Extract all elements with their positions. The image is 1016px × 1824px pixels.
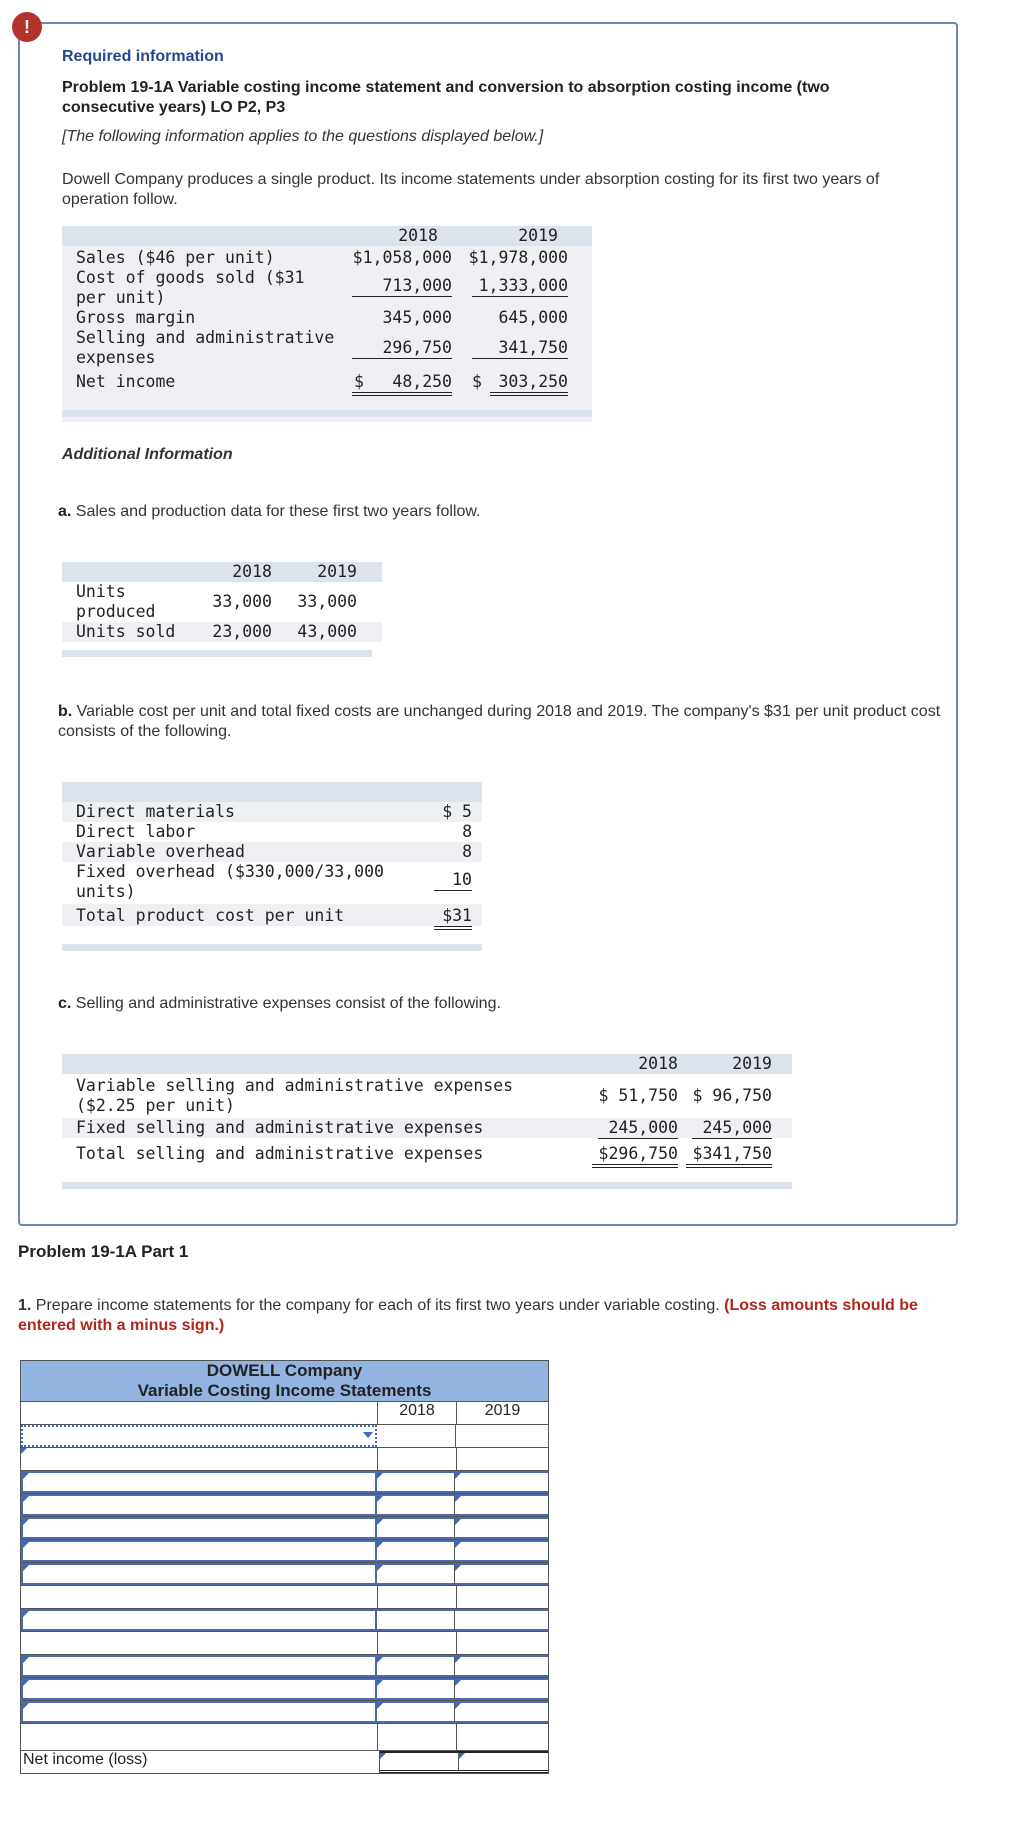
- amount-input-2019[interactable]: [457, 1586, 548, 1608]
- value-2018: 345,000: [382, 308, 452, 327]
- row-label: Total product cost per unit: [76, 906, 345, 925]
- amount-input-2019[interactable]: [455, 1563, 548, 1585]
- worksheet-row: [21, 1655, 548, 1678]
- line-item-input[interactable]: [21, 1471, 377, 1493]
- amount-input-2018[interactable]: [377, 1563, 455, 1585]
- value-2018: 48,250: [352, 372, 452, 396]
- alert-icon: !: [12, 12, 42, 42]
- worksheet-row: [21, 1724, 548, 1751]
- amount-input-2019[interactable]: [455, 1540, 548, 1562]
- question-body: Prepare income statements for the company for each of its first two years under variable costing.: [35, 1297, 720, 1314]
- amount-input-2019[interactable]: [455, 1678, 548, 1700]
- row-label: Variable selling and administrative expenses ($2.25 per unit): [76, 1076, 514, 1115]
- company-name: DOWELL Company: [206, 1361, 363, 1380]
- line-item-input[interactable]: [21, 1563, 377, 1585]
- intro-text: Dowell Company produces a single product. Its income statements under absorption costing for its first two years of operation follow.: [62, 171, 880, 208]
- cost-value: 10: [434, 870, 472, 891]
- value-2019: $341,750: [686, 1144, 772, 1168]
- amount-input-2018[interactable]: [377, 1494, 455, 1516]
- section-b-letter: b.: [58, 703, 73, 720]
- worksheet-row: [21, 1609, 548, 1632]
- worksheet-row: [21, 1448, 548, 1471]
- chevron-down-icon: [363, 1432, 373, 1438]
- row-label: Fixed overhead ($330,000/33,000 units): [76, 862, 384, 901]
- net-income-input-2018[interactable]: [380, 1751, 459, 1773]
- value-2019: 341,750: [472, 338, 568, 359]
- amount-input-2018[interactable]: [377, 1678, 455, 1700]
- worksheet-row: [21, 1540, 548, 1563]
- required-info-heading: Required information: [62, 48, 224, 65]
- amount-input-2019[interactable]: [457, 1632, 548, 1654]
- amount-input-2018[interactable]: [377, 1609, 455, 1631]
- amount-input-2019[interactable]: [455, 1609, 548, 1631]
- table-footer: [62, 410, 592, 418]
- year-header-row: [21, 1402, 548, 1425]
- value-2019: 645,000: [498, 308, 568, 327]
- row-label: Gross margin: [76, 308, 196, 327]
- value-2018: 23,000: [212, 622, 272, 641]
- amount-input-2018[interactable]: [377, 1655, 455, 1677]
- line-item-input[interactable]: [21, 1586, 378, 1608]
- value-2018: 713,000: [352, 276, 452, 297]
- col-header-2019: 2019: [518, 226, 558, 245]
- value-2018: $296,750: [592, 1144, 678, 1168]
- worksheet-row: [21, 1563, 548, 1586]
- line-item-input[interactable]: [21, 1540, 377, 1562]
- cost-value: 8: [462, 842, 472, 861]
- value-2019: $1,978,000: [468, 248, 568, 267]
- units-table: [62, 562, 382, 662]
- row-label: Cost of goods sold ($31 per unit): [76, 268, 305, 307]
- net-income-label: Net income (loss): [21, 1751, 380, 1773]
- value-2018: 296,750: [352, 338, 452, 359]
- section-c-text: [58, 994, 938, 1014]
- col-header-2019: 2019: [484, 1402, 521, 1419]
- line-item-dropdown[interactable]: [21, 1425, 377, 1447]
- part-title: Problem 19-1A Part 1: [18, 1242, 189, 1261]
- section-c-body: Selling and administrative expenses consist of the following.: [75, 995, 501, 1012]
- amount-input-2018[interactable]: [378, 1448, 457, 1470]
- variable-costing-worksheet: [20, 1360, 549, 1774]
- value-2018: 245,000: [598, 1118, 678, 1139]
- row-label: Selling and administrative expenses: [76, 328, 335, 367]
- value-2019: 303,250: [490, 372, 568, 396]
- amount-input-2018[interactable]: [377, 1517, 455, 1539]
- cost-value: $31: [434, 906, 472, 930]
- col-header-2018: 2018: [378, 1402, 457, 1424]
- section-a-text: [58, 502, 938, 522]
- line-item-input[interactable]: [21, 1517, 377, 1539]
- worksheet-row: [21, 1425, 548, 1448]
- amount-input-2019[interactable]: [457, 1448, 548, 1470]
- line-item-input[interactable]: [21, 1632, 378, 1654]
- value-2019: 1,333,000: [472, 276, 568, 297]
- section-a-body: Sales and production data for these first two years follow.: [75, 503, 481, 520]
- cost-value: $ 5: [442, 802, 472, 821]
- additional-info-heading: Additional Information: [62, 446, 233, 463]
- product-cost-table: [62, 782, 482, 952]
- line-item-input[interactable]: [21, 1609, 377, 1631]
- col-header-2018: 2018: [232, 562, 272, 581]
- problem-title: Problem 19-1A Variable costing income statement and conversion to absorption costing income (two consecutive years) LO P2, P3: [62, 79, 830, 116]
- col-header-2019: 2019: [732, 1054, 772, 1073]
- section-b-text: [58, 702, 958, 742]
- amount-input-2018[interactable]: [377, 1701, 455, 1723]
- amount-input-2019[interactable]: [455, 1701, 548, 1723]
- line-item-input[interactable]: [21, 1678, 377, 1700]
- worksheet-row: [21, 1494, 548, 1517]
- row-label: Total selling and administrative expenses: [76, 1144, 484, 1163]
- value-2019: 33,000: [297, 592, 357, 611]
- row-label: Direct materials: [76, 802, 235, 821]
- currency-2019: $: [472, 372, 482, 391]
- amount-input-2019[interactable]: [455, 1471, 548, 1493]
- line-item-input[interactable]: [21, 1701, 377, 1723]
- amount-input-2018[interactable]: [377, 1471, 455, 1493]
- line-item-input[interactable]: [21, 1494, 377, 1516]
- row-label: Sales ($46 per unit): [76, 248, 275, 267]
- worksheet-row: [21, 1678, 548, 1701]
- loss-note: (Loss amounts should be entered with a minus sign.): [18, 1297, 918, 1334]
- value-2019: 43,000: [297, 622, 357, 641]
- section-c-letter: c.: [58, 995, 72, 1012]
- worksheet-row: [21, 1701, 548, 1724]
- row-label: Net income: [76, 372, 176, 391]
- col-header-2018: 2018: [398, 226, 438, 245]
- amount-input-2019[interactable]: [456, 1425, 548, 1447]
- section-a-letter: a.: [58, 503, 72, 520]
- currency-2018: $: [354, 372, 364, 391]
- col-header-2019: 2019: [317, 562, 357, 581]
- worksheet-row: [21, 1471, 548, 1494]
- row-label: Direct labor: [76, 822, 196, 841]
- row-label: Fixed selling and administrative expenses: [76, 1118, 484, 1137]
- amount-input-2018[interactable]: [378, 1586, 457, 1608]
- row-label: Variable overhead: [76, 842, 245, 861]
- line-item-input[interactable]: [21, 1448, 378, 1470]
- amount-input-2018[interactable]: [377, 1425, 456, 1447]
- absorption-income-table: [62, 226, 592, 422]
- selling-admin-table: [62, 1054, 792, 1190]
- amount-input-2018[interactable]: [377, 1540, 455, 1562]
- row-label: Units produced: [76, 582, 156, 621]
- section-b-body: Variable cost per unit and total fixed costs are unchanged during 2018 and 2019. The company's $31 per unit product cost consists of the following.: [58, 703, 941, 740]
- amount-input-2019[interactable]: [455, 1494, 548, 1516]
- amount-input-2019[interactable]: [455, 1517, 548, 1539]
- col-header-2018: 2018: [638, 1054, 678, 1073]
- net-income-row: [21, 1751, 548, 1773]
- question-text: [18, 1296, 918, 1336]
- worksheet-header: [21, 1361, 548, 1402]
- amount-input-2018[interactable]: [378, 1632, 457, 1654]
- value-2018: $ 51,750: [598, 1086, 678, 1105]
- row-label: Units sold: [76, 622, 176, 641]
- value-2018: $1,058,000: [352, 248, 452, 267]
- question-number: 1.: [18, 1297, 32, 1314]
- line-item-input[interactable]: [21, 1655, 377, 1677]
- net-income-input-2019[interactable]: [459, 1751, 548, 1773]
- value-2019: 245,000: [692, 1118, 772, 1139]
- worksheet-row: [21, 1586, 548, 1609]
- value-2018: 33,000: [212, 592, 272, 611]
- worksheet-row: [21, 1632, 548, 1655]
- amount-input-2019[interactable]: [455, 1655, 548, 1677]
- worksheet-row: [21, 1517, 548, 1540]
- cost-value: 8: [462, 822, 472, 841]
- applies-note: [The following information applies to the questions displayed below.]: [62, 128, 544, 145]
- statement-title: Variable Costing Income Statements: [137, 1381, 432, 1400]
- value-2019: $ 96,750: [692, 1086, 772, 1105]
